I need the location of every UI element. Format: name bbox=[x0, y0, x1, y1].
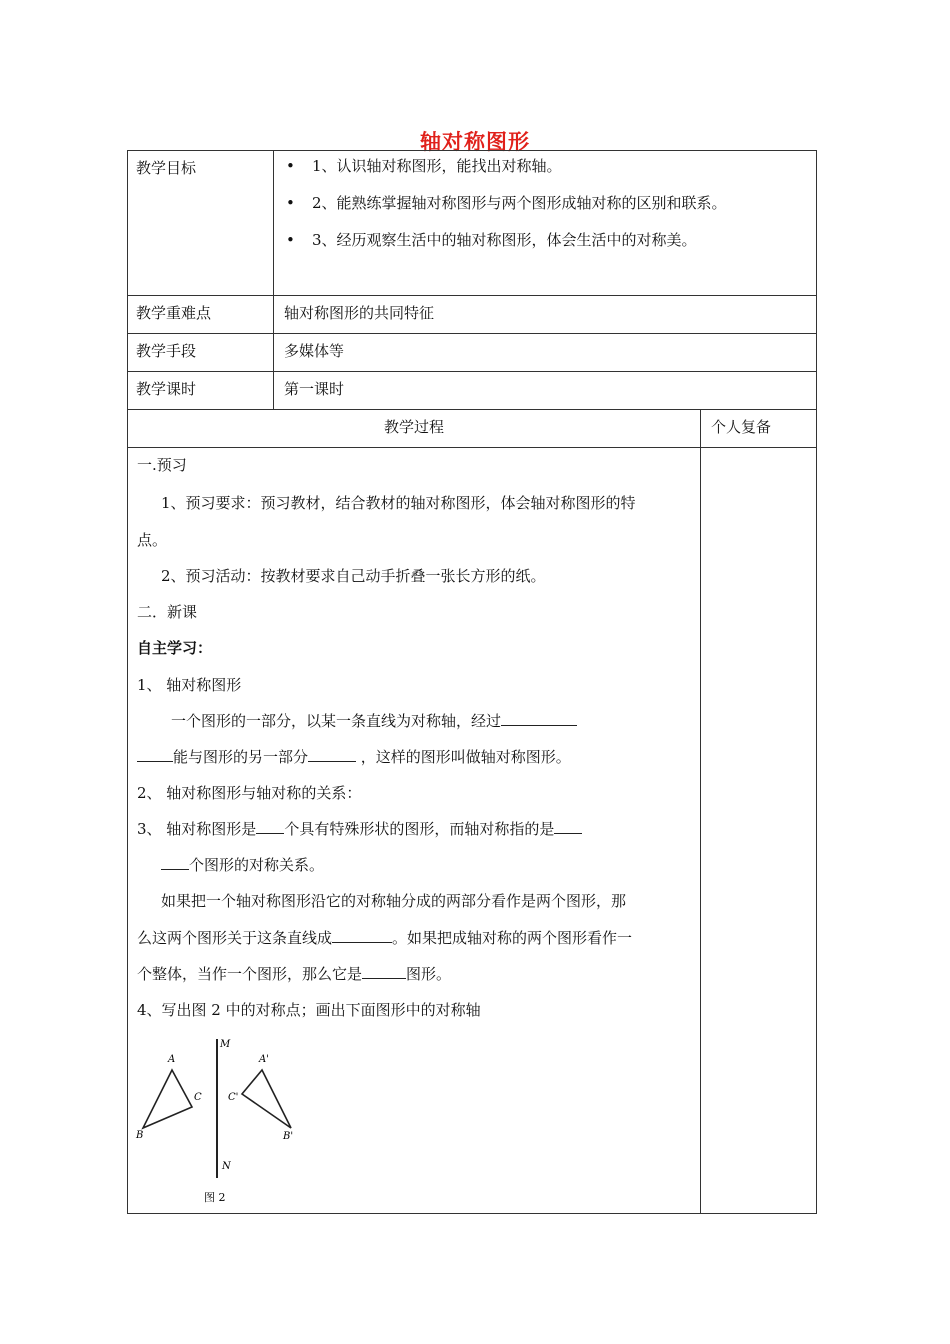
vertex-label: B' bbox=[283, 1131, 294, 1142]
vertex-label: B bbox=[136, 1130, 144, 1141]
fill-blank[interactable] bbox=[137, 747, 173, 762]
vertex-label: A bbox=[168, 1054, 176, 1065]
item-3-text-2: 个具有特殊形状的图形，而轴对称指的是 bbox=[284, 820, 555, 838]
paragraph-line-1: 如果把一个轴对称图形沿它的对称轴分成的两部分看作是两个图形，那 bbox=[161, 892, 627, 910]
preview-requirement: 1、预习要求：预习教材，结合教材的轴对称图形，体会轴对称图形的特 bbox=[161, 494, 636, 512]
paragraph-text-4: 图形。 bbox=[406, 965, 452, 983]
axis-label-bottom: N bbox=[222, 1161, 231, 1172]
item-1: 1、 轴对称图形 bbox=[137, 676, 242, 694]
fill-blank[interactable] bbox=[332, 928, 392, 943]
preview-requirement-cont: 点。 bbox=[137, 531, 168, 549]
document-title: 轴对称图形 bbox=[420, 130, 530, 154]
item-3-line-2 bbox=[161, 854, 324, 875]
lesson-plan-table bbox=[127, 150, 817, 1214]
goals-cell bbox=[274, 151, 817, 296]
personal-prep-header: 个人复备 bbox=[701, 410, 817, 448]
fill-blank[interactable] bbox=[256, 819, 284, 834]
fill-blank[interactable] bbox=[554, 819, 582, 834]
axis-label-top: M bbox=[220, 1039, 231, 1050]
personal-prep-cell[interactable] bbox=[701, 448, 817, 1214]
item-3-text-1: 3、 轴对称图形是 bbox=[137, 820, 257, 838]
goal-item: • 3、经历观察生活中的轴对称图形，体会生活中的对称美。 bbox=[312, 229, 816, 266]
section-new-lesson: 二．新课 bbox=[137, 603, 198, 621]
key-points-value: 轴对称图形的共同特征 bbox=[274, 296, 817, 334]
fill-blank[interactable] bbox=[362, 964, 406, 979]
definition-text-3: ，这样的图形叫做轴对称图形。 bbox=[360, 748, 571, 766]
process-header: 教学过程 bbox=[128, 410, 701, 448]
item-3-line-1 bbox=[137, 818, 582, 839]
triangle-left bbox=[143, 1070, 192, 1128]
symmetry-figure bbox=[128, 1033, 328, 1208]
item-4: 4、写出图 2 中的对称点；画出下面图形中的对称轴 bbox=[137, 1001, 481, 1019]
paragraph-line-2 bbox=[137, 927, 632, 948]
means-label: 教学手段 bbox=[128, 334, 274, 372]
definition-text-1: 一个图形的一部分，以某一条直线为对称轴，经过 bbox=[171, 712, 502, 730]
vertex-label: C bbox=[194, 1092, 202, 1103]
vertex-label: A' bbox=[259, 1054, 269, 1065]
item-3-text-3: 个图形的对称关系。 bbox=[189, 856, 325, 874]
fill-blank[interactable] bbox=[501, 711, 577, 726]
paragraph-line-3 bbox=[137, 963, 451, 984]
fill-blank[interactable] bbox=[308, 747, 356, 762]
section-preview: 一.预习 bbox=[137, 456, 187, 474]
paragraph-text-3: 个整体，当作一个图形，那么它是 bbox=[137, 965, 363, 983]
self-study-heading: 自主学习： bbox=[137, 639, 213, 657]
triangle-right bbox=[242, 1070, 291, 1128]
item-2: 2、 轴对称图形与轴对称的关系： bbox=[137, 784, 362, 802]
means-value: 多媒体等 bbox=[274, 334, 817, 372]
process-content bbox=[128, 448, 701, 1214]
goal-item: • 2、能熟练掌握轴对称图形与两个图形成轴对称的区别和联系。 bbox=[312, 192, 816, 229]
goal-item: • 1、认识轴对称图形，能找出对称轴。 bbox=[312, 155, 816, 192]
definition-line-2 bbox=[137, 746, 571, 767]
preview-activity: 2、预习活动：按教材要求自己动手折叠一张长方形的纸。 bbox=[161, 567, 546, 585]
key-points-label: 教学重难点 bbox=[128, 296, 274, 334]
definition-text-2: 能与图形的另一部分 bbox=[173, 748, 309, 766]
paragraph-text-1: 么这两个图形关于这条直线成 bbox=[137, 929, 333, 947]
definition-line-1 bbox=[171, 710, 577, 731]
paragraph-text-2: 。如果把成轴对称的两个图形看作一 bbox=[392, 929, 633, 947]
period-value: 第一课时 bbox=[274, 372, 817, 410]
period-label: 教学课时 bbox=[128, 372, 274, 410]
vertex-label: C' bbox=[228, 1092, 239, 1103]
fill-blank[interactable] bbox=[161, 855, 189, 870]
figure-caption: 图 2 bbox=[204, 1191, 226, 1204]
goals-label: 教学目标 bbox=[128, 151, 274, 296]
